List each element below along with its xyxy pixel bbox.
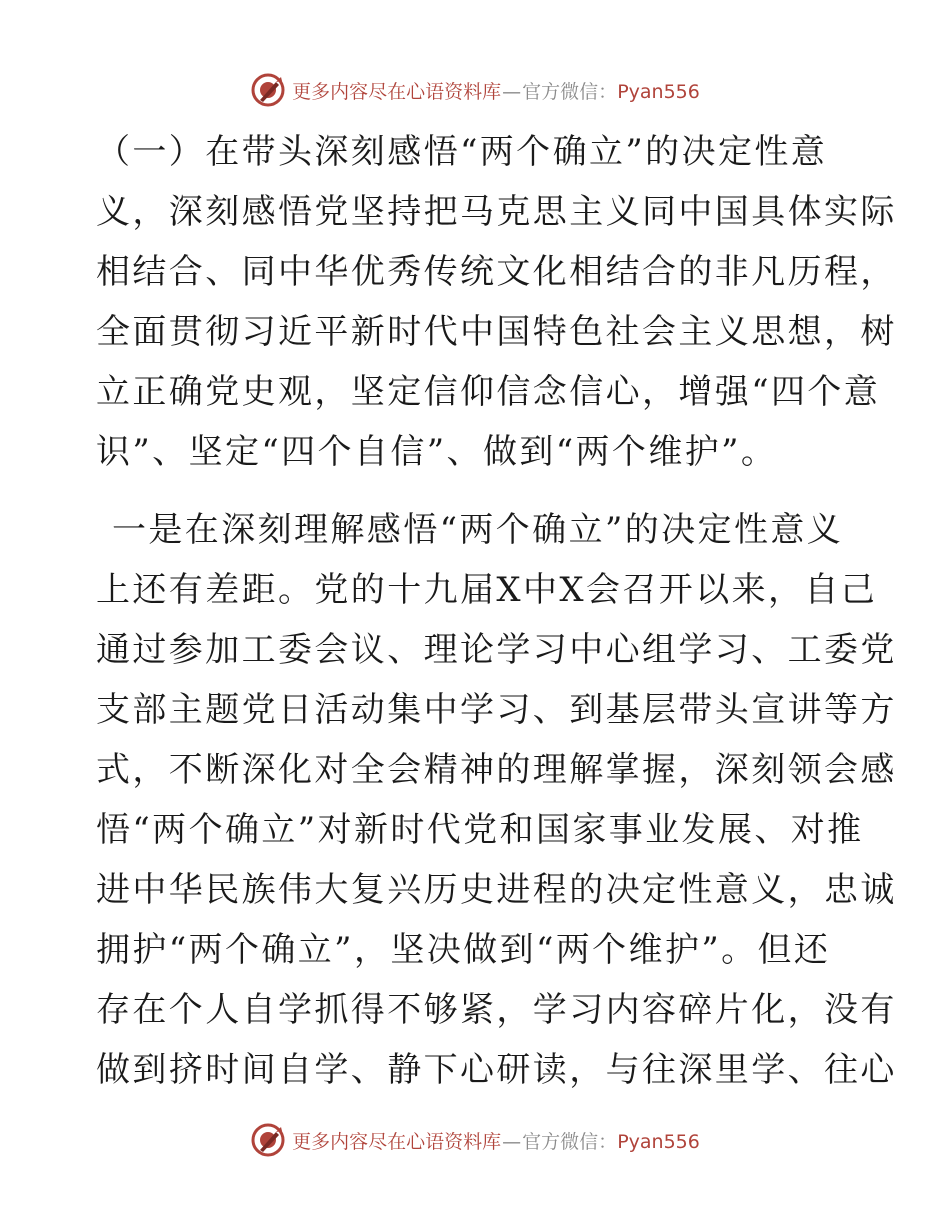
footer-brand: 更多内容尽在心语资料库	[292, 1130, 502, 1153]
footer-banner	[0, 1120, 950, 1160]
paragraph-1-line: （一）在带头深刻感悟“两个确立”的决定性意	[96, 132, 828, 172]
paragraph-1-line: 全面贯彻习近平新时代中国特色社会主义思想，树	[96, 312, 897, 352]
header-wechat-label: 官方微信：	[522, 80, 618, 103]
paragraph-1-line: 立正确党史观，坚定信仰信念信心，增强“四个意	[96, 372, 881, 412]
paragraph-2-line: 存在个人自学抓得不够紧，学习内容碎片化，没有	[96, 990, 897, 1030]
paragraph-1-line: 义，深刻感悟党坚持把马克思主义同中国具体实际	[96, 192, 897, 232]
paragraph-2-line: 进中华民族伟大复兴历史进程的决定性意义，忠诚	[96, 870, 897, 910]
paragraph-2	[96, 500, 897, 1100]
footer-wechat-label: 官方微信：	[522, 1130, 618, 1153]
paragraph-2-line: 支部主题党日活动集中学习、到基层带头宣讲等方	[96, 690, 897, 730]
paragraph-1-line: 相结合、同中华优秀传统文化相结合的非凡历程，	[96, 252, 897, 292]
paragraph-2-line: 上还有差距。党的十九届X中X会召开以来，自己	[96, 570, 878, 610]
header-banner-text	[292, 77, 700, 104]
paragraph-2-line: 做到挤时间自学、静下心研读，与往深里学、往心	[96, 1050, 897, 1090]
paragraph-2-line: 拥护“两个确立”，坚决做到“两个维护”。但还	[96, 930, 831, 970]
paragraph-1-line: 识”、坚定“四个自信”、做到“两个维护”。	[96, 432, 778, 472]
footer-banner-text	[292, 1127, 700, 1154]
paragraph-2-line: 通过参加工委会议、理论学习中心组学习、工委党	[96, 630, 897, 670]
paragraph-2-line: 悟“两个确立”对新时代党和国家事业发展、对推	[96, 810, 864, 850]
header-banner	[0, 70, 950, 110]
document-body	[96, 122, 897, 1100]
paragraph-1	[96, 122, 897, 482]
paragraph-2-line: 式，不断深化对全会精神的理解掌握，深刻领会感	[96, 750, 897, 790]
brand-logo-icon	[250, 72, 286, 108]
brand-logo-icon	[250, 1122, 286, 1158]
paragraph-2-line: 一是在深刻理解感悟“两个确立”的决定性意义	[112, 510, 844, 550]
header-dash: —	[502, 80, 522, 103]
header-wechat-handle: Pyan556	[617, 80, 700, 103]
footer-dash: —	[502, 1130, 522, 1153]
header-brand: 更多内容尽在心语资料库	[292, 80, 502, 103]
footer-wechat-handle: Pyan556	[617, 1130, 700, 1153]
